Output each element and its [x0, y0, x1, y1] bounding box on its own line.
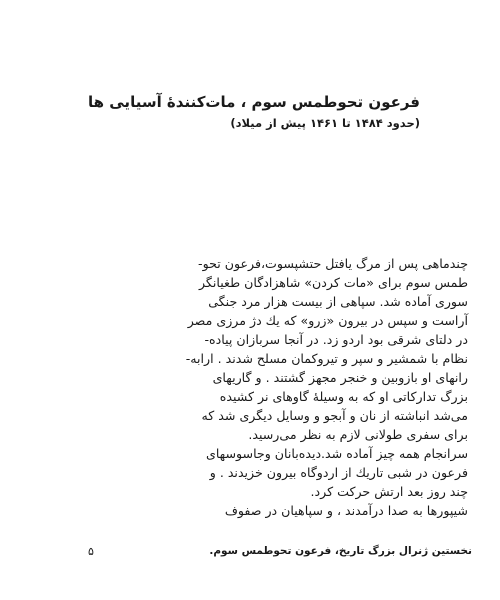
text-line: می‌شد انباشته از نان و آبجو و وسایل دیگری شد که	[201, 408, 468, 423]
body-paragraphs	[40, 254, 468, 520]
text-line: چند روز بعد ارتش حرکت کرد.	[310, 484, 468, 499]
text-line: بزرگ تدارکاتی او که به وسیلهٔ گاوهای نر کشیده	[219, 389, 468, 404]
text-line: رانهای او بازوبین و خنجر مجهز گشتند . و گاریهای	[212, 370, 468, 385]
chapter-title: فرعون تحوطمس سوم ، مات‌کنندهٔ آسیایی ها	[88, 93, 420, 111]
text-line: فرعون در شبی تاریك از اردوگاه بیرون خزیدند . و	[209, 465, 468, 480]
text-line: شیپورها به صدا درآمدند ، و سپاهیان در صفوف	[224, 503, 468, 518]
text-line: نظام با شمشیر و سپر و تیروکمان مسلح شدند . ارابه-	[185, 351, 468, 366]
text-line: در دلتای شرقی بود اردو زد. در آنجا سربازان پیاده-	[204, 332, 468, 347]
text-line: طمس سوم برای «مات کردن» شاهزادگان طغیانگر	[198, 275, 468, 290]
footnote-caption: نخستین ژنرال بزرگ تاریخ، فرعون تحوطمس سوم.	[209, 545, 472, 557]
text-line: چندماهی پس از مرگ یافتل حتشپسوت،فرعون تحو-	[198, 256, 468, 271]
text-line: آراست و سپس در بیرون «زرو» که یك دژ مرزی مصر	[187, 313, 468, 328]
chapter-dates: (حدود ۱۴۸۴ تا ۱۴۶۱ پیش از میلاد)	[230, 116, 420, 130]
footnote-marker: ۵	[88, 545, 94, 558]
text-line: برای سفری طولانی لازم به نظر می‌رسید.	[248, 427, 468, 442]
text-line: سوری آماده شد. سپاهی از بیست هزار مرد جنگی	[208, 294, 468, 309]
text-line: سرانجام همه چیز آماده شد.دیده‌بانان وجاسوسهای	[205, 446, 468, 461]
